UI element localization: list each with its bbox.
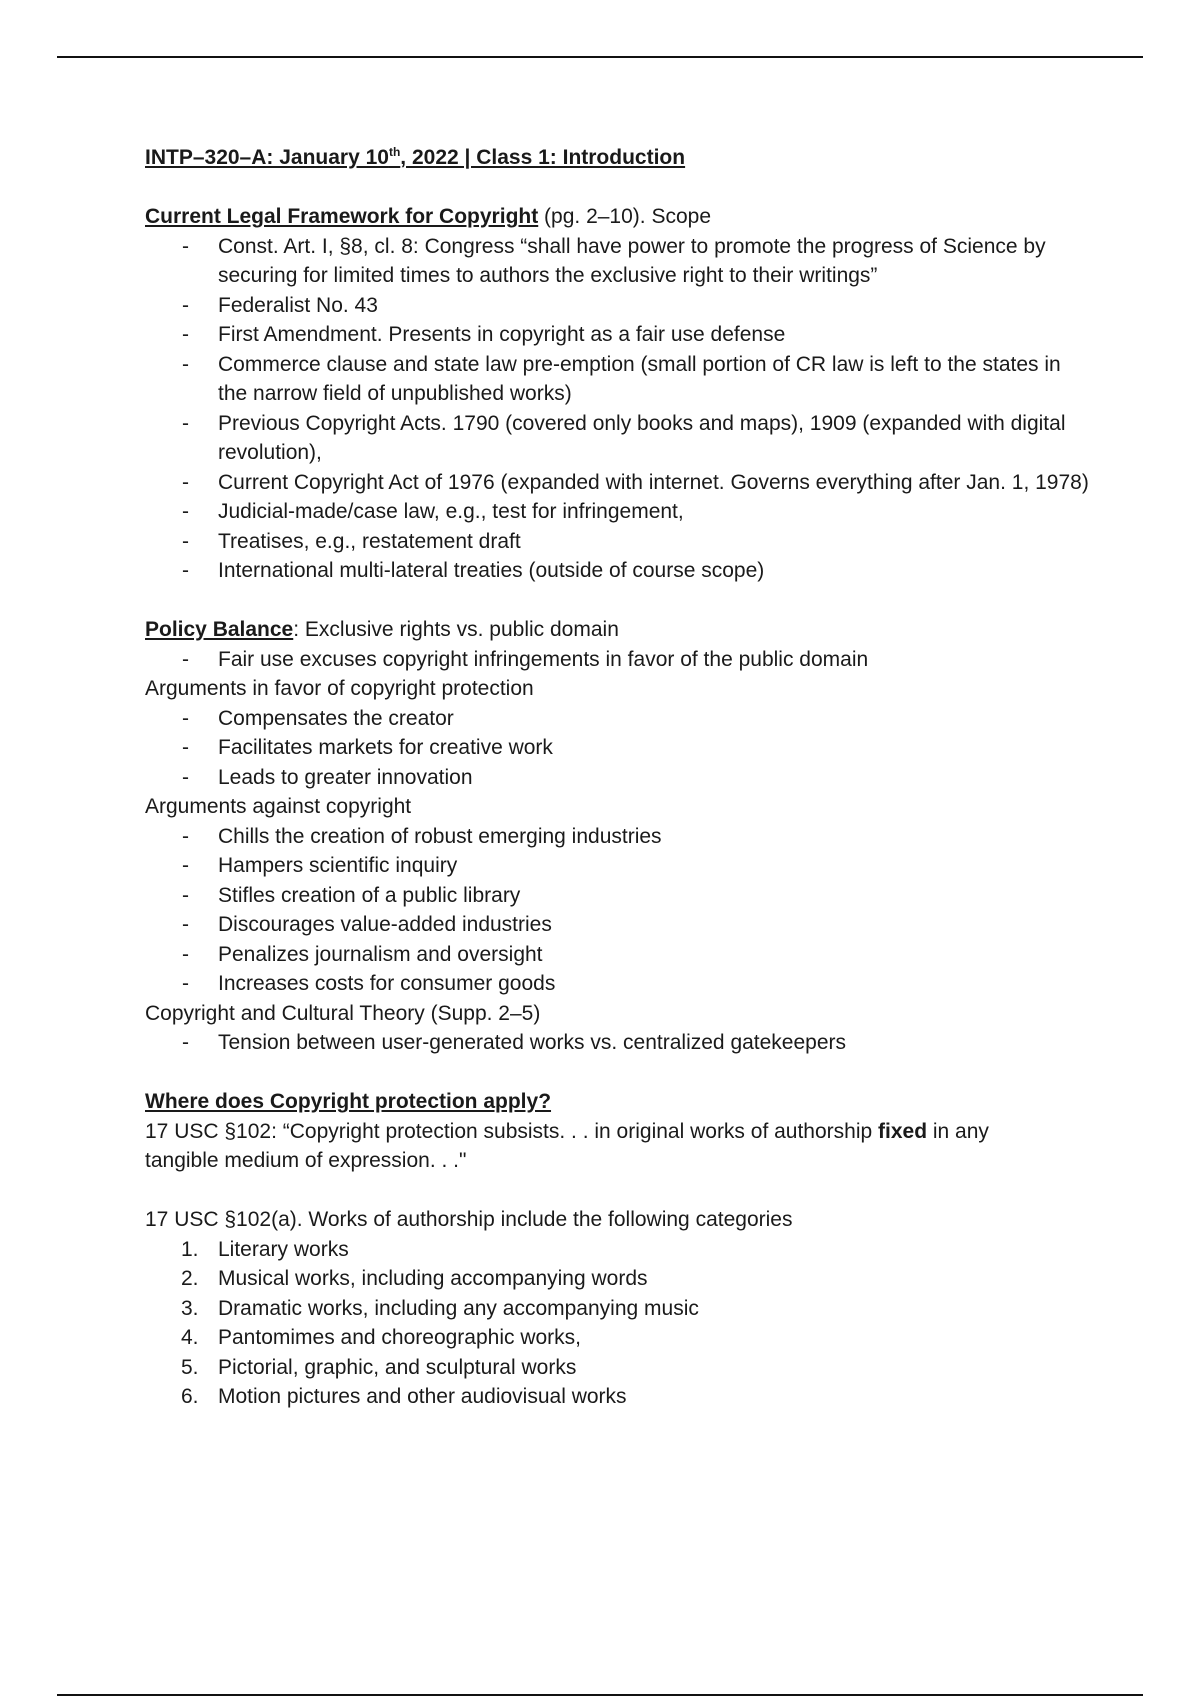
list-item-text: Leads to greater innovation bbox=[218, 765, 473, 789]
title-superscript: th bbox=[388, 145, 401, 159]
list-item bbox=[145, 733, 1095, 763]
list-dash: - bbox=[182, 411, 189, 435]
list-item-text: Penalizes journalism and oversight bbox=[218, 942, 543, 966]
list-item bbox=[145, 645, 1095, 675]
apply-heading: Where does Copyright protection apply? bbox=[145, 1090, 552, 1113]
framework-section bbox=[145, 202, 1095, 586]
list-item-text: Increases costs for consumer goods bbox=[218, 972, 556, 995]
list-item-text: Federalist No. 43 bbox=[218, 293, 378, 317]
list-item-text: Tension between user-generated works vs. centralized gatekeepers bbox=[218, 1031, 847, 1054]
framework-heading: Current Legal Framework for Copyright bbox=[145, 205, 539, 228]
list-item-text: Pantomimes and choreographic works, bbox=[218, 1326, 582, 1349]
list-item-text: Stifles creation of a public library bbox=[218, 883, 521, 907]
arguments-against-label: Arguments against copyright bbox=[145, 795, 412, 818]
list-dash: - bbox=[182, 736, 189, 759]
list-dash: - bbox=[182, 942, 189, 966]
list-item-text: Musical works, including accompanying words bbox=[218, 1267, 648, 1290]
header-rule bbox=[57, 56, 1143, 58]
list-item-text: Literary works bbox=[218, 1237, 349, 1261]
list-item-text: Treatises, e.g., restatement draft bbox=[218, 529, 521, 553]
list-item bbox=[145, 527, 1095, 557]
list-dash: - bbox=[182, 500, 189, 523]
list-dash: - bbox=[182, 1031, 189, 1054]
list-item bbox=[145, 1028, 1095, 1058]
list-item bbox=[145, 851, 1095, 881]
list-item bbox=[145, 969, 1095, 999]
list-item bbox=[145, 822, 1095, 852]
policy-list bbox=[145, 645, 1095, 675]
apply-section bbox=[145, 1087, 1095, 1176]
list-item bbox=[145, 763, 1095, 793]
list-dash: - bbox=[182, 470, 189, 494]
list-item bbox=[145, 409, 1095, 468]
list-dash: - bbox=[182, 765, 189, 789]
fixed-term: fixed bbox=[878, 1119, 928, 1143]
list-number: 4. bbox=[181, 1326, 199, 1349]
framework-heading-line: Current Legal Framework for Copyright (pg. 2–10). Scope bbox=[145, 205, 711, 228]
document-page bbox=[145, 143, 1095, 1412]
list-item-text: International multi-lateral treaties (outside of course scope) bbox=[218, 559, 765, 582]
category-item bbox=[145, 1294, 1095, 1324]
list-dash: - bbox=[182, 972, 189, 995]
policy-section bbox=[145, 615, 1095, 1058]
list-item bbox=[145, 468, 1095, 498]
list-item-text: Pictorial, graphic, and sculptural works bbox=[218, 1355, 577, 1379]
list-item bbox=[145, 497, 1095, 527]
list-item bbox=[145, 232, 1095, 291]
usc-102-quote: 17 USC §102: “Copyright protection subsists. . . in original works of authorship fixed in any tangible medium of expression. . ." bbox=[145, 1119, 989, 1172]
list-dash: - bbox=[182, 647, 189, 671]
categories-list bbox=[145, 1235, 1095, 1412]
list-dash: - bbox=[182, 234, 189, 258]
list-item-text: Judicial-made/case law, e.g., test for infringement, bbox=[218, 500, 684, 523]
category-item bbox=[145, 1235, 1095, 1265]
cultural-theory-label: Copyright and Cultural Theory (Supp. 2–5) bbox=[145, 1001, 541, 1025]
list-item-text: First Amendment. Presents in copyright as a fair use defense bbox=[218, 323, 786, 346]
list-dash: - bbox=[182, 323, 189, 346]
list-item-text: Chills the creation of robust emerging industries bbox=[218, 824, 662, 848]
list-item-text: Const. Art. I, §8, cl. 8: Congress “shall have power to promote the progress of Science by securing for limited times to authors the exclusive right to their writings” bbox=[218, 234, 1046, 287]
footer-rule bbox=[57, 1694, 1143, 1696]
list-item-text: Discourages value-added industries bbox=[218, 913, 552, 936]
list-item-text: Facilitates markets for creative work bbox=[218, 736, 553, 759]
arguments-against-list bbox=[145, 822, 1095, 999]
list-item-text: Hampers scientific inquiry bbox=[218, 854, 458, 877]
list-item-text: Dramatic works, including any accompanying music bbox=[218, 1296, 699, 1320]
arguments-for-label: Arguments in favor of copyright protection bbox=[145, 677, 534, 700]
arguments-for-list bbox=[145, 704, 1095, 793]
policy-heading-line: Policy Balance: Exclusive rights vs. public domain bbox=[145, 618, 619, 641]
cultural-theory-list bbox=[145, 1028, 1095, 1058]
list-item bbox=[145, 910, 1095, 940]
list-number: 5. bbox=[181, 1355, 199, 1379]
list-item bbox=[145, 881, 1095, 911]
categories-section bbox=[145, 1205, 1095, 1412]
list-item bbox=[145, 704, 1095, 734]
list-item bbox=[145, 350, 1095, 409]
list-item bbox=[145, 556, 1095, 586]
list-number: 1. bbox=[181, 1237, 199, 1261]
list-dash: - bbox=[182, 352, 189, 376]
list-dash: - bbox=[182, 706, 189, 730]
list-dash: - bbox=[182, 293, 189, 317]
list-item-text: Fair use excuses copyright infringements in favor of the public domain bbox=[218, 647, 869, 671]
category-item bbox=[145, 1353, 1095, 1383]
list-number: 2. bbox=[181, 1267, 199, 1290]
category-item bbox=[145, 1382, 1095, 1412]
list-item bbox=[145, 320, 1095, 350]
list-number: 3. bbox=[181, 1296, 199, 1320]
list-item-text: Current Copyright Act of 1976 (expanded with internet. Governs everything after Jan. 1, 1978) bbox=[218, 470, 1089, 494]
framework-list bbox=[145, 232, 1095, 586]
list-item bbox=[145, 291, 1095, 321]
list-number: 6. bbox=[181, 1385, 199, 1408]
list-dash: - bbox=[182, 559, 189, 582]
list-dash: - bbox=[182, 883, 189, 907]
category-item bbox=[145, 1264, 1095, 1294]
list-dash: - bbox=[182, 529, 189, 553]
list-item-text: Commerce clause and state law pre-emption (small portion of CR law is left to the states in the narrow field of unpublished works) bbox=[218, 352, 1061, 405]
list-dash: - bbox=[182, 824, 189, 848]
list-item-text: Motion pictures and other audiovisual works bbox=[218, 1385, 627, 1408]
policy-heading: Policy Balance bbox=[145, 618, 294, 641]
document-title: INTP–320–A: January 10th, 2022 | Class 1: Introduction bbox=[145, 145, 686, 169]
categories-intro: 17 USC §102(a). Works of authorship include the following categories bbox=[145, 1208, 793, 1231]
list-dash: - bbox=[182, 913, 189, 936]
list-dash: - bbox=[182, 854, 189, 877]
list-item-text: Compensates the creator bbox=[218, 706, 454, 730]
category-item bbox=[145, 1323, 1095, 1353]
list-item bbox=[145, 940, 1095, 970]
list-item-text: Previous Copyright Acts. 1790 (covered only books and maps), 1909 (expanded with digital revolution), bbox=[218, 411, 1066, 464]
